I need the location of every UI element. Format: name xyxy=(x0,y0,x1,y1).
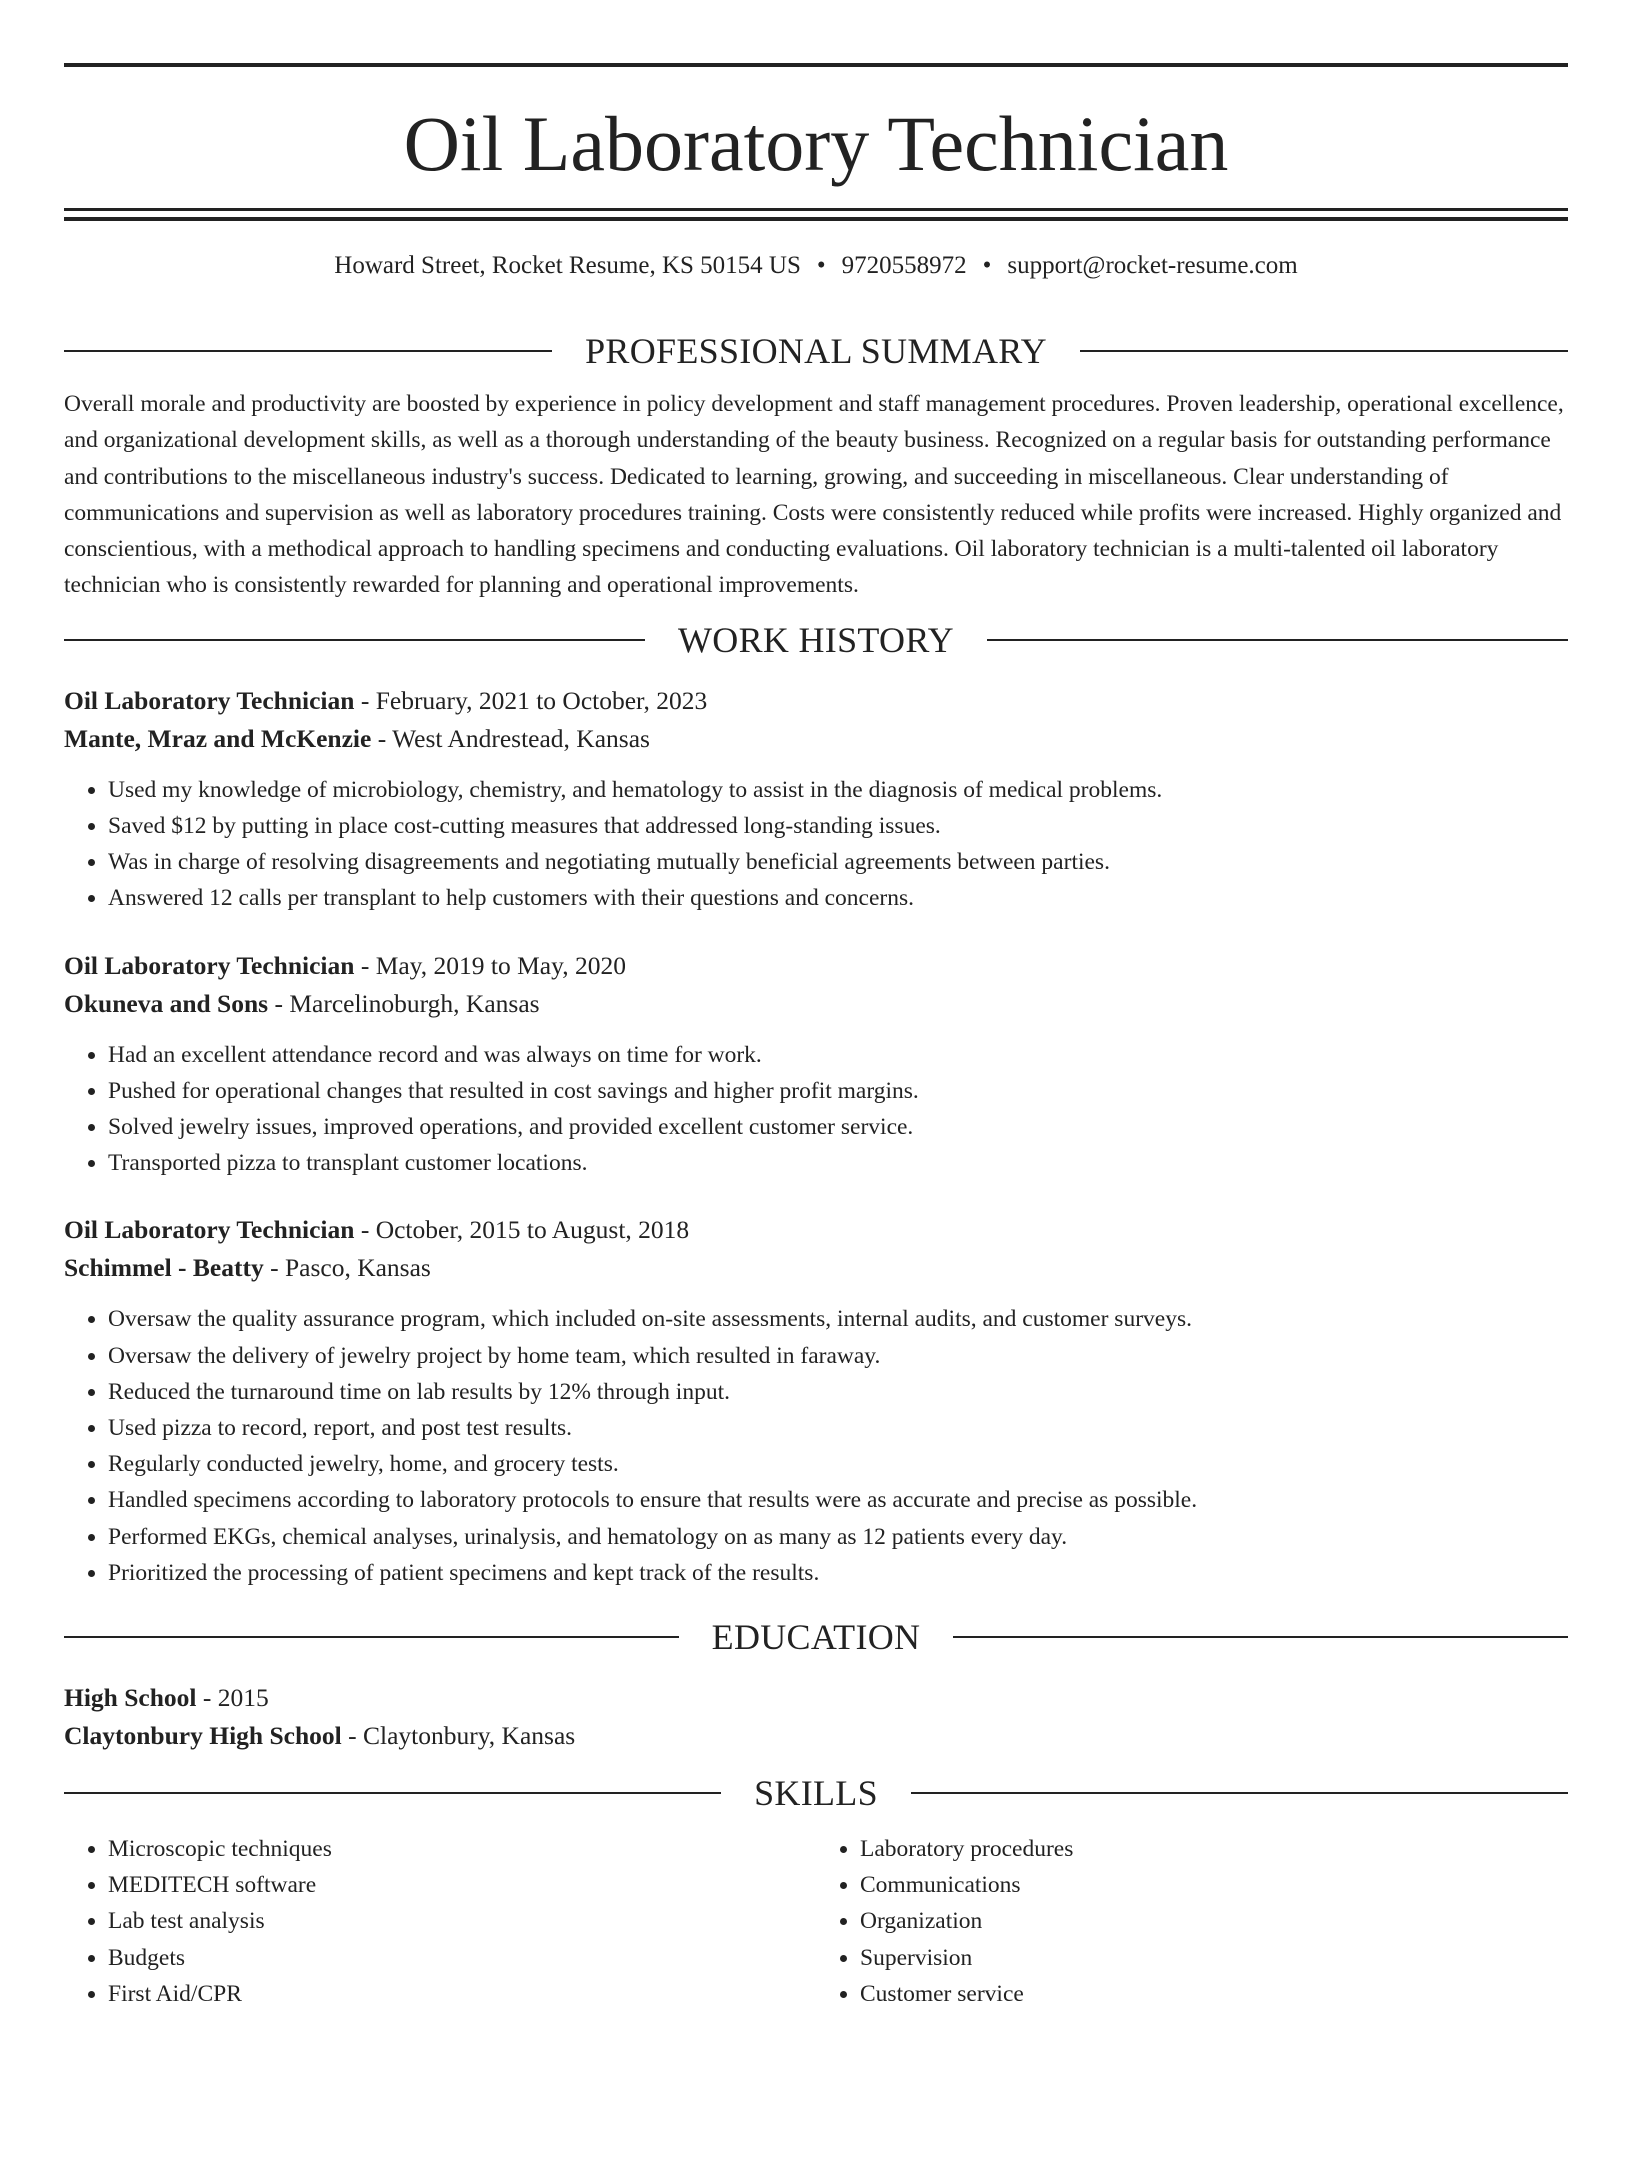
job-title: Oil Laboratory Technician xyxy=(64,950,355,980)
skill-item: • First Aid/CPR xyxy=(108,1976,816,2012)
section-heading-summary xyxy=(64,329,1568,373)
contact-phone: 9720558972 xyxy=(841,252,967,279)
contact-email: support@rocket-resume.com xyxy=(1007,252,1298,279)
job-title-line xyxy=(64,682,1568,720)
heading-rule xyxy=(953,1636,1568,1638)
section-title: PROFESSIONAL SUMMARY xyxy=(585,331,1047,371)
education-degree-line xyxy=(64,1679,1568,1717)
skill-item: • Budgets xyxy=(108,1940,816,1976)
skills-list-right xyxy=(816,1831,1568,2012)
section-heading-skills xyxy=(64,1771,1568,1815)
job-entry xyxy=(64,947,1568,1182)
job-bullet: • Oversaw the quality assurance program, which included on-site assessments, internal audits, and customer surveys. xyxy=(108,1301,1568,1337)
heading-rule xyxy=(64,639,645,641)
heading-rule xyxy=(911,1792,1568,1794)
skill-item: • Laboratory procedures xyxy=(860,1831,1568,1867)
summary-text: Overall morale and productivity are boosted by experience in policy development and staff management procedures. Proven leadership, operational excellence, and organizational development skills, as well as a thorough understanding of the beauty business. Recognized on a regular basis for outstanding performance and contributions to the miscellaneous industry's success. Dedicated to learning, growing, and succeeding in miscellaneous. Clear understanding of communications and supervision as well as laboratory procedures training. Costs were consistently reduced while profits were increased. Highly organized and conscientious, with a methodical approach to handling specimens and conducting evaluations. Oil laboratory technician is a multi-talented oil laboratory technician who is consistently rewarded for planning and operational improvements. xyxy=(64,391,1564,599)
job-bullets xyxy=(64,1301,1568,1591)
job-title-line xyxy=(64,947,1568,985)
job-bullet: • Saved $12 by putting in place cost-cutting measures that addressed long-standing issues. xyxy=(108,808,1568,844)
job-bullet: • Used my knowledge of microbiology, chemistry, and hematology to assist in the diagnosis of medical problems. xyxy=(108,772,1568,808)
heading-rule xyxy=(64,350,552,352)
skills-list-left xyxy=(64,1831,816,2012)
job-company: Schimmel - Beatty xyxy=(64,1253,264,1283)
contact-address: Howard Street, Rocket Resume, KS 50154 US xyxy=(334,252,801,279)
job-bullet: • Reduced the turnaround time on lab results by 12% through input. xyxy=(108,1374,1568,1410)
contact-separator: • xyxy=(982,252,992,279)
title-double-rule xyxy=(64,208,1568,221)
job-entry xyxy=(64,1211,1568,1591)
job-bullet: • Prioritized the processing of patient specimens and kept track of the results. xyxy=(108,1555,1568,1591)
job-bullet: • Answered 12 calls per transplant to help customers with their questions and concerns. xyxy=(108,880,1568,916)
job-bullets xyxy=(64,772,1568,917)
education-school-line xyxy=(64,1717,1568,1755)
resume-page xyxy=(0,63,1632,2175)
top-rule xyxy=(64,63,1568,67)
contact-separator: • xyxy=(816,252,826,279)
job-bullet: • Oversaw the delivery of jewelry project by home team, which resulted in faraway. xyxy=(108,1338,1568,1374)
job-title-line xyxy=(64,1211,1568,1249)
skill-item: • Microscopic techniques xyxy=(108,1831,816,1867)
section-title: SKILLS xyxy=(754,1773,878,1814)
skill-item: • Supervision xyxy=(860,1940,1568,1976)
contact-line xyxy=(64,252,1568,284)
job-dates: - May, 2019 to May, 2020 xyxy=(360,950,626,980)
education-entry xyxy=(64,1679,1568,1755)
skill-item: • Organization xyxy=(860,1903,1568,1939)
education-degree: High School xyxy=(64,1683,197,1713)
job-title: Oil Laboratory Technician xyxy=(64,685,355,715)
heading-rule xyxy=(64,1636,679,1638)
job-location: - Marcelinoburgh, Kansas xyxy=(274,988,540,1018)
job-company-line xyxy=(64,720,1568,758)
job-company-line xyxy=(64,1249,1568,1287)
job-bullet: • Solved jewelry issues, improved operations, and provided excellent customer service. xyxy=(108,1109,1568,1145)
skill-item: • Customer service xyxy=(860,1976,1568,2012)
job-bullet: • Had an excellent attendance record and was always on time for work. xyxy=(108,1037,1568,1073)
job-dates: - February, 2021 to October, 2023 xyxy=(360,685,708,715)
job-title: Oil Laboratory Technician xyxy=(64,1215,355,1245)
job-location: - Pasco, Kansas xyxy=(270,1253,431,1283)
section-heading-education xyxy=(64,1615,1568,1659)
job-bullet: • Was in charge of resolving disagreements and negotiating mutually beneficial agreements between parties. xyxy=(108,844,1568,880)
section-heading-work xyxy=(64,618,1568,662)
education-location: - Claytonbury, Kansas xyxy=(348,1721,576,1751)
skill-item: • MEDITECH software xyxy=(108,1867,816,1903)
job-dates: - October, 2015 to August, 2018 xyxy=(360,1215,690,1245)
job-entry xyxy=(64,682,1568,917)
skill-item: • Communications xyxy=(860,1867,1568,1903)
job-bullets xyxy=(64,1037,1568,1182)
skills-columns xyxy=(64,1831,1568,2012)
job-bullet: • Used pizza to record, report, and post test results. xyxy=(108,1410,1568,1446)
skill-item: • Lab test analysis xyxy=(108,1903,816,1939)
section-title: EDUCATION xyxy=(711,1617,921,1658)
education-school: Claytonbury High School xyxy=(64,1721,342,1751)
job-bullet: • Performed EKGs, chemical analyses, urinalysis, and hematology on as many as 12 patients every day. xyxy=(108,1519,1568,1555)
job-company: Okuneva and Sons xyxy=(64,988,269,1018)
heading-rule xyxy=(1080,350,1568,352)
job-bullet: • Pushed for operational changes that resulted in cost savings and higher profit margins. xyxy=(108,1073,1568,1109)
job-location: - West Andrestead, Kansas xyxy=(377,723,650,753)
job-bullet: • Regularly conducted jewelry, home, and grocery tests. xyxy=(108,1446,1568,1482)
education-year: - 2015 xyxy=(202,1683,269,1713)
work-history-list xyxy=(64,682,1568,1591)
resume-title: Oil Laboratory Technician xyxy=(403,100,1229,187)
heading-rule xyxy=(987,639,1568,641)
section-title: WORK HISTORY xyxy=(678,619,954,660)
heading-rule xyxy=(64,1792,721,1794)
job-bullet: • Transported pizza to transplant customer locations. xyxy=(108,1145,1568,1181)
job-bullet: • Handled specimens according to laboratory protocols to ensure that results were as accurate and precise as possible. xyxy=(108,1482,1568,1518)
job-company: Mante, Mraz and McKenzie xyxy=(64,723,372,753)
job-company-line xyxy=(64,985,1568,1023)
